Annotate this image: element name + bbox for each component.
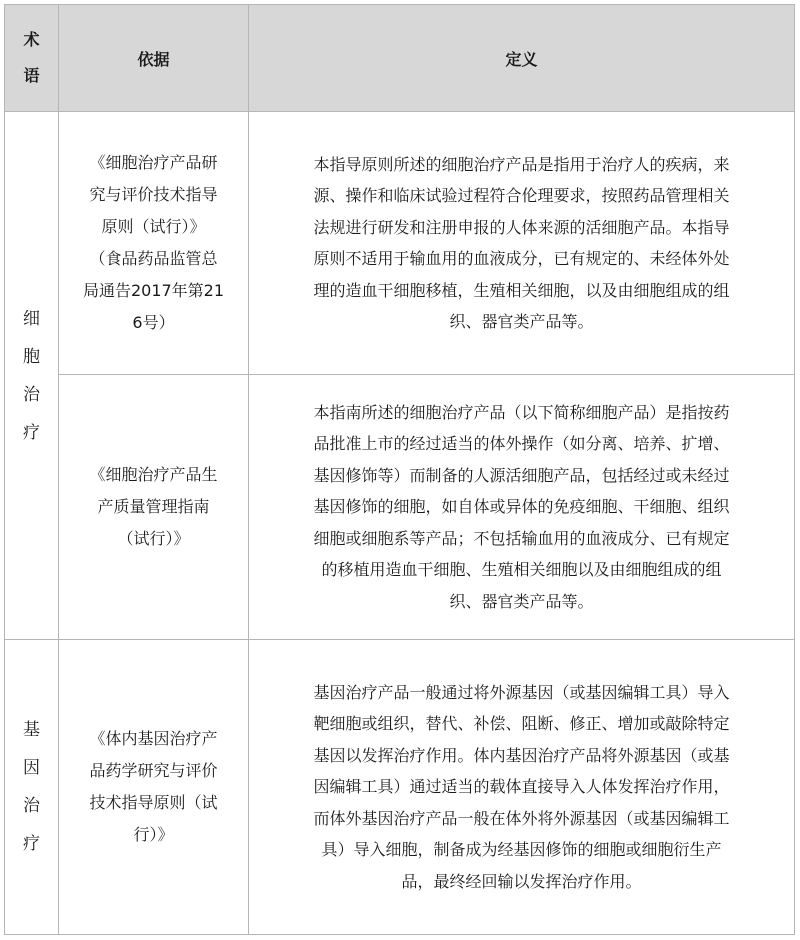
definition-line: 基因治疗产品一般通过将外源基因（或基因编辑工具）导入 [313,682,730,702]
basis-line: 品药学研究与评价 [89,761,218,780]
table-header [5,5,795,112]
term-char: 基 [23,720,40,740]
basis-line: 《细胞治疗产品生 [89,465,218,484]
basis-line: 行）》 [133,825,174,844]
definition-line: 靶细胞或组织，替代、补偿、阻断、修正、增加或敲除特定 [313,714,730,734]
basis-line: 《细胞治疗产品研 [89,153,218,172]
definition-line: 具）导入细胞，制备成为经基因修饰的细胞或细胞衍生产 [321,840,722,860]
definition-cell [249,640,795,935]
basis-line: 技术指导原则（试 [89,793,218,812]
definition-line: 源、操作和临床试验过程符合伦理要求，按照药品管理相关 [313,186,730,205]
term-char: 胞 [23,346,40,367]
basis-line: 究与评价技术指导 [89,185,218,204]
header-term-char: 术 [23,30,40,49]
table-row [5,375,795,640]
definition-line: 基因修饰等）而制备的人源活细胞产品，包括经过或未经过 [313,465,730,485]
header-definition: 定义 [249,5,795,112]
term-char: 治 [23,796,40,816]
definition-line: 法规进行研发和注册申报的人体来源的活细胞产品。本指导 [313,217,730,237]
term-cell-cell-therapy [5,112,59,640]
basis-line: 原则（试行）》 [101,217,206,236]
header-term-char: 语 [23,66,40,85]
definition-line: 细胞或细胞系等产品；不包括输血用的血液成分、已有规定 [313,528,730,548]
basis-cell [59,375,249,640]
definition-line: 原则不适用于输血用的血液成分，已有规定的、未经体外处 [313,249,730,268]
basis-line: （食品药品监管总 [89,249,218,268]
term-char: 细 [23,308,40,329]
table-row [5,112,795,375]
definition-line: 理的造血干细胞移植，生殖相关细胞，以及由细胞组成的组 [313,280,730,300]
definition-line: 品，最终经回输以发挥治疗作用。 [401,871,642,891]
definition-line: 的移植用造血干细胞、生殖相关细胞以及由细胞组成的组 [321,560,722,580]
basis-line: （试行）》 [117,529,190,548]
term-char: 疗 [23,422,40,443]
header-term [5,5,59,112]
basis-line: 局通告2017年第21 [82,281,225,300]
definition-line: 而体外基因治疗产品一般在体外将外源基因（或基因编辑工 [313,808,730,828]
table-row [5,640,795,935]
definition-line: 基因以发挥治疗作用。体内基因治疗产品将外源基因（或基 [313,745,730,765]
term-char: 因 [23,758,40,778]
definition-line: 本指南所述的细胞治疗产品（以下简称细胞产品）是指按药 [313,402,730,422]
definition-cell [249,375,795,640]
definition-line: 织、器官类产品等。 [449,591,594,611]
basis-cell [59,640,249,935]
definition-line: 基因修饰的细胞，如自体或异体的免疫细胞、干细胞、组织 [313,497,730,517]
definition-line: 品批准上市的经过适当的体外操作（如分离、培养、扩增、 [313,434,730,454]
definition-line: 因编辑工具）通过适当的载体直接导入人体发挥治疗作用， [313,777,730,797]
basis-line: 产质量管理指南 [97,497,210,516]
definition-cell [249,112,795,375]
basis-line: 6号） [132,313,175,332]
definition-line: 本指导原则所述的细胞治疗产品是指用于治疗人的疾病，来 [313,154,730,174]
terms-table [4,4,795,935]
definition-line: 织、器官类产品等。 [449,312,594,331]
term-char: 疗 [23,834,40,854]
basis-line: 《体内基因治疗产 [89,729,218,748]
term-cell-gene-therapy [5,640,59,935]
basis-cell [59,112,249,375]
term-char: 治 [23,384,40,405]
header-basis: 依据 [59,5,249,112]
